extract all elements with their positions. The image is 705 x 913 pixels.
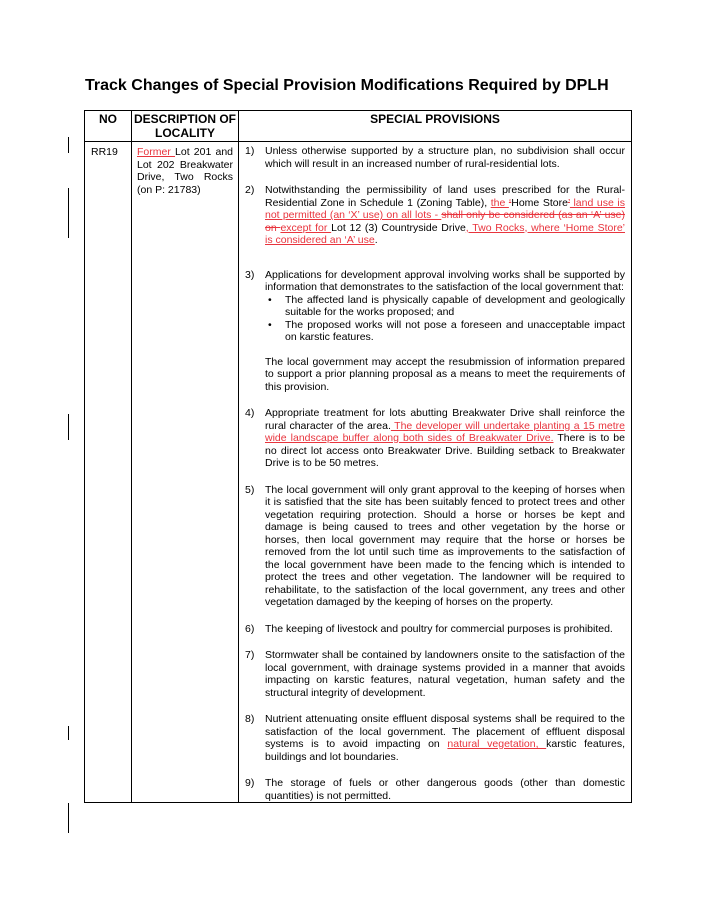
change-bar (68, 414, 69, 440)
provision-text: Stormwater shall be contained by landowners onsite to the satisfaction of the local government, with drainage systems provided in a manner that avoids impacting on karstic features, natural vegetation, human safety and the structural integrity of development. (265, 649, 625, 699)
provision-8 (245, 713, 625, 763)
change-bar (68, 137, 69, 153)
provision-7 (245, 649, 625, 699)
provision-text: karstic features, buildings and lot boundaries. (265, 738, 625, 763)
description-text: Lot 201 and Lot 202 Breakwater Drive, Two Rocks (on P: 21783) (137, 146, 234, 196)
provision-text: The local government may accept the resubmission of information prepared to support a prior planning proposal as a means to meet the requirements of this provision. (265, 355, 625, 393)
header-no: NO (85, 111, 132, 142)
provision-text: Appropriate treatment for lots abutting Breakwater Drive shall reinforce the rural character of the area. (265, 407, 625, 432)
provision-number: 6) (245, 622, 255, 635)
provision-9 (245, 777, 625, 802)
deleted-text: ’ (567, 196, 570, 209)
inserted-text: Former (137, 146, 176, 158)
provision-bullets (265, 294, 625, 344)
provisions-table (84, 110, 632, 803)
change-bar (68, 726, 69, 740)
provision-number: 4) (245, 407, 255, 419)
provision-text: . (374, 234, 378, 246)
cell-description (132, 142, 239, 803)
provision-text: Applications for development approval involving works shall be supported by information that demonstrates to the satisfaction of the local government that: (265, 268, 625, 293)
provision-6 (245, 623, 625, 636)
inserted-text: the (490, 196, 509, 209)
provision-text: The keeping of livestock and poultry for commercial purposes is prohibited. (265, 622, 613, 635)
provision-number: 7) (245, 649, 255, 661)
provision-text: The local government will only grant approval to the keeping of horses when it is satisfied that the site has been suitably fenced to protect trees and other vegetation requiring protection. Should a horse or horses be kept and damage is being caused to trees and other vegetation by the horse or horses, then local government may require that the horse or horses be removed from the lot until such time as improvements to the satisfaction of the local government have been made to the fencing which is intended to protect the trees and other vegetation. The landowner will be required to rehabilitate, to the satisfaction of the local government, any trees and other vegetation damaged by the keeping of horses on the property. (265, 483, 625, 608)
header-description: DESCRIPTION OF LOCALITY (132, 111, 239, 142)
inserted-text: , Two Rocks, where ‘Home Store’ is considered an ‘A’ use (265, 221, 625, 246)
table-row (85, 142, 632, 803)
bullet-item: • The proposed works will not pose a foreseen and unacceptable impact on karstic features. (285, 319, 625, 344)
provision-number: 9) (245, 777, 255, 789)
inserted-text: The developer will undertake planting a 15 metre wide landscape buffer along both sides of Breakwater Drive. (265, 419, 625, 444)
inserted-text: land use is not permitted (an ‘X’ use) on all lots - (265, 196, 626, 221)
provision-1 (245, 145, 625, 170)
change-bar (68, 188, 69, 238)
provision-text: There is to be no direct lot access onto Breakwater Drive. Building setback to Breakwater Drive is to be 50 metres. (265, 432, 625, 469)
provision-number: 5) (245, 483, 255, 496)
deleted-text: ‘ (508, 196, 512, 209)
provision-number: 8) (245, 713, 255, 725)
deleted-text: shall only be considered (as an ‘A’ use) on (265, 209, 625, 234)
provision-text: Home Store (511, 196, 568, 209)
cell-provisions (239, 142, 632, 803)
provision-text: Notwithstanding the permissibility of land uses prescribed for the Rural-Residential Zone in Schedule 1 (Zoning Table), (265, 184, 625, 209)
provision-text: Nutrient attenuating onsite effluent disposal systems shall be required to the satisfaction of the local government. The placement of effluent disposal systems is to avoid impacting on (265, 713, 625, 750)
header-provisions: SPECIAL PROVISIONS (239, 111, 632, 142)
change-bar (68, 803, 69, 833)
provision-number: 1) (245, 145, 255, 157)
cell-no: RR19 (85, 142, 132, 803)
provision-number: 2) (245, 184, 255, 196)
provision-4 (245, 407, 625, 470)
inserted-text: except for (280, 221, 332, 234)
provision-3 (245, 269, 625, 394)
provision-number: 3) (245, 268, 255, 281)
provision-2 (245, 184, 625, 247)
bullet-item: • The affected land is physically capable of development and geologically suitable for the works proposed; and (285, 294, 625, 319)
document-title: Track Changes of Special Provision Modifications Required by DPLH (85, 77, 609, 94)
inserted-text: natural vegetation, (447, 738, 547, 750)
provision-5 (245, 484, 625, 609)
provision-text: Unless otherwise supported by a structure plan, no subdivision shall occur which will result in an increased number of rural-residential lots. (265, 145, 625, 170)
provision-text: The storage of fuels or other dangerous goods (other than domestic quantities) is not permitted. (265, 777, 625, 802)
provision-text: Lot 12 (3) Countryside Drive (331, 221, 466, 234)
